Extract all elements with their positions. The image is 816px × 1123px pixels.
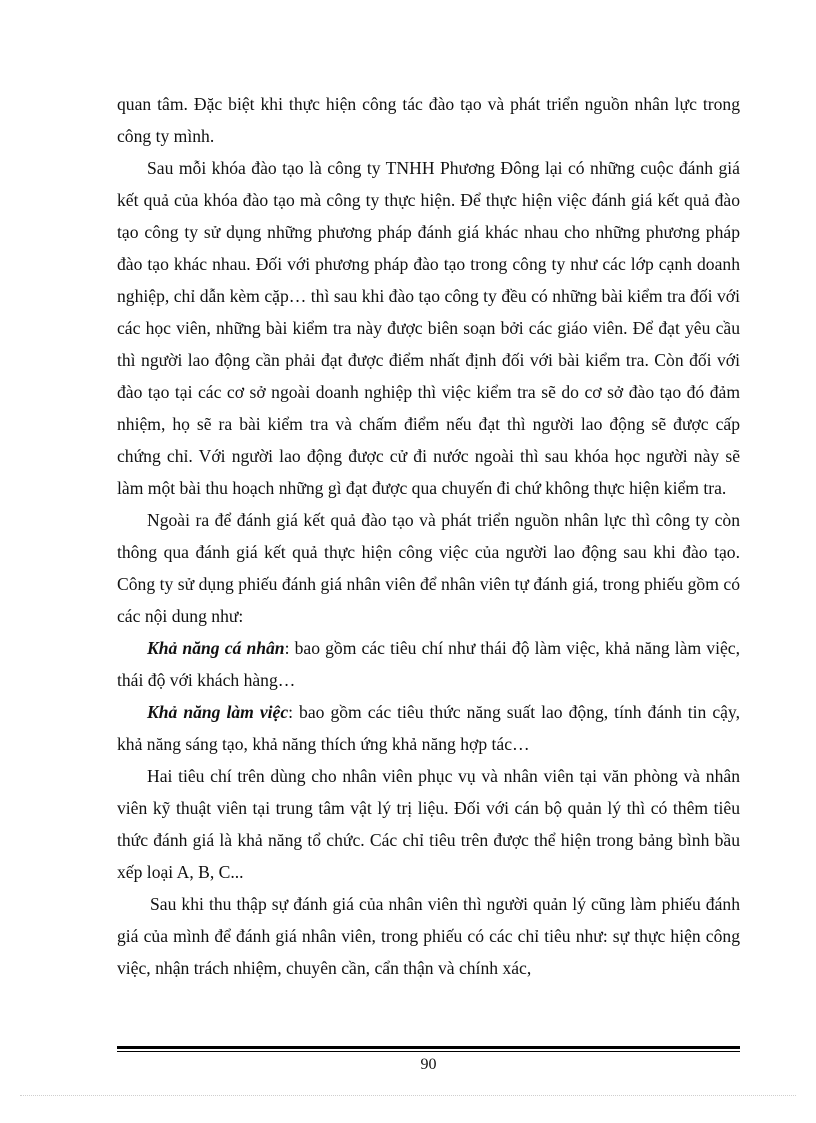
paragraph-4	[117, 632, 740, 696]
page-edge-divider	[20, 1095, 796, 1096]
paragraph-4-lead: Khả năng cá nhân	[147, 638, 285, 658]
paragraph-4-text: : bao gồm các tiêu chí như thái độ làm việc, khả năng làm việc, thái độ với khách hàng…	[117, 638, 740, 690]
footer-rule-thin	[117, 1051, 740, 1052]
paragraph-3	[117, 504, 740, 632]
paragraph-6-text: Hai tiêu chí trên dùng cho nhân viên phục vụ và nhân viên tại văn phòng và nhân viên kỹ thuật viên tại trung tâm vật lý trị liệu. Đối với cán bộ quản lý thì có thêm tiêu thức đánh giá là khả năng tổ chức. Các chỉ tiêu trên được thể hiện trong bảng bình bầu xếp loại A, B, C...	[117, 766, 740, 882]
footer-rule-thick	[117, 1046, 740, 1049]
page-number: 90	[420, 1056, 437, 1073]
body-text	[117, 88, 740, 984]
paragraph-2	[117, 152, 740, 504]
paragraph-5-lead: Khả năng làm việc	[147, 702, 289, 722]
paragraph-5-text: : bao gồm các tiêu thức năng suất lao động, tính đánh tin cậy, khả năng sáng tạo, khả năng thích ứng khả năng hợp tác…	[117, 702, 740, 754]
paragraph-5	[117, 696, 740, 760]
paragraph-7-text: Sau khi thu thập sự đánh giá của nhân viên thì người quản lý cũng làm phiếu đánh giá của mình để đánh giá nhân viên, trong phiếu có các chỉ tiêu như: sự thực hiện công việc, nhận trách nhiệm, chuyên cần, cẩn thận và chính xác,	[117, 894, 740, 978]
paragraph-3-text: Ngoài ra để đánh giá kết quả đào tạo và phát triển nguồn nhân lực thì công ty còn thông qua đánh giá kết quả thực hiện công việc của người lao động sau khi đào tạo. Công ty sử dụng phiếu đánh giá nhân viên để nhân viên tự đánh giá, trong phiếu gồm có các nội dung như:	[117, 510, 740, 626]
paragraph-6	[117, 760, 740, 888]
paragraph-2-text: Sau mỗi khóa đào tạo là công ty TNHH Phương Đông lại có những cuộc đánh giá kết quả của khóa đào tạo mà công ty thực hiện. Để thực hiện việc đánh giá kết quả đào tạo công ty sử dụng những phương pháp đánh giá khác nhau cho những phương pháp đào tạo khác nhau. Đối với phương pháp đào tạo trong công ty như các lớp cạnh doanh nghiệp, chỉ dẫn kèm cặp… thì sau khi đào tạo công ty đều có những bài kiểm tra đối với các học viên, những bài kiểm tra này được biên soạn bởi các giáo viên. Để đạt yêu cầu thì người lao động cần phải đạt được điểm nhất định đối với bài kiểm tra. Còn đối với đào tạo tại các cơ sở ngoài doanh nghiệp thì việc kiểm tra sẽ do cơ sở đào tạo đó đảm nhiệm, họ sẽ ra bài kiểm tra và chấm điểm nếu đạt thì người lao động sẽ được cấp chứng chỉ. Với người lao động được cử đi nước ngoài thì sau khóa học người này sẽ làm một bài thu hoạch những gì đạt được qua chuyến đi chứ không thực hiện kiểm tra.	[117, 158, 740, 498]
paragraph-1	[117, 88, 740, 152]
paragraph-7	[117, 888, 740, 984]
paragraph-1-text: quan tâm. Đặc biệt khi thực hiện công tác đào tạo và phát triển nguồn nhân lực trong công ty mình.	[117, 94, 740, 146]
